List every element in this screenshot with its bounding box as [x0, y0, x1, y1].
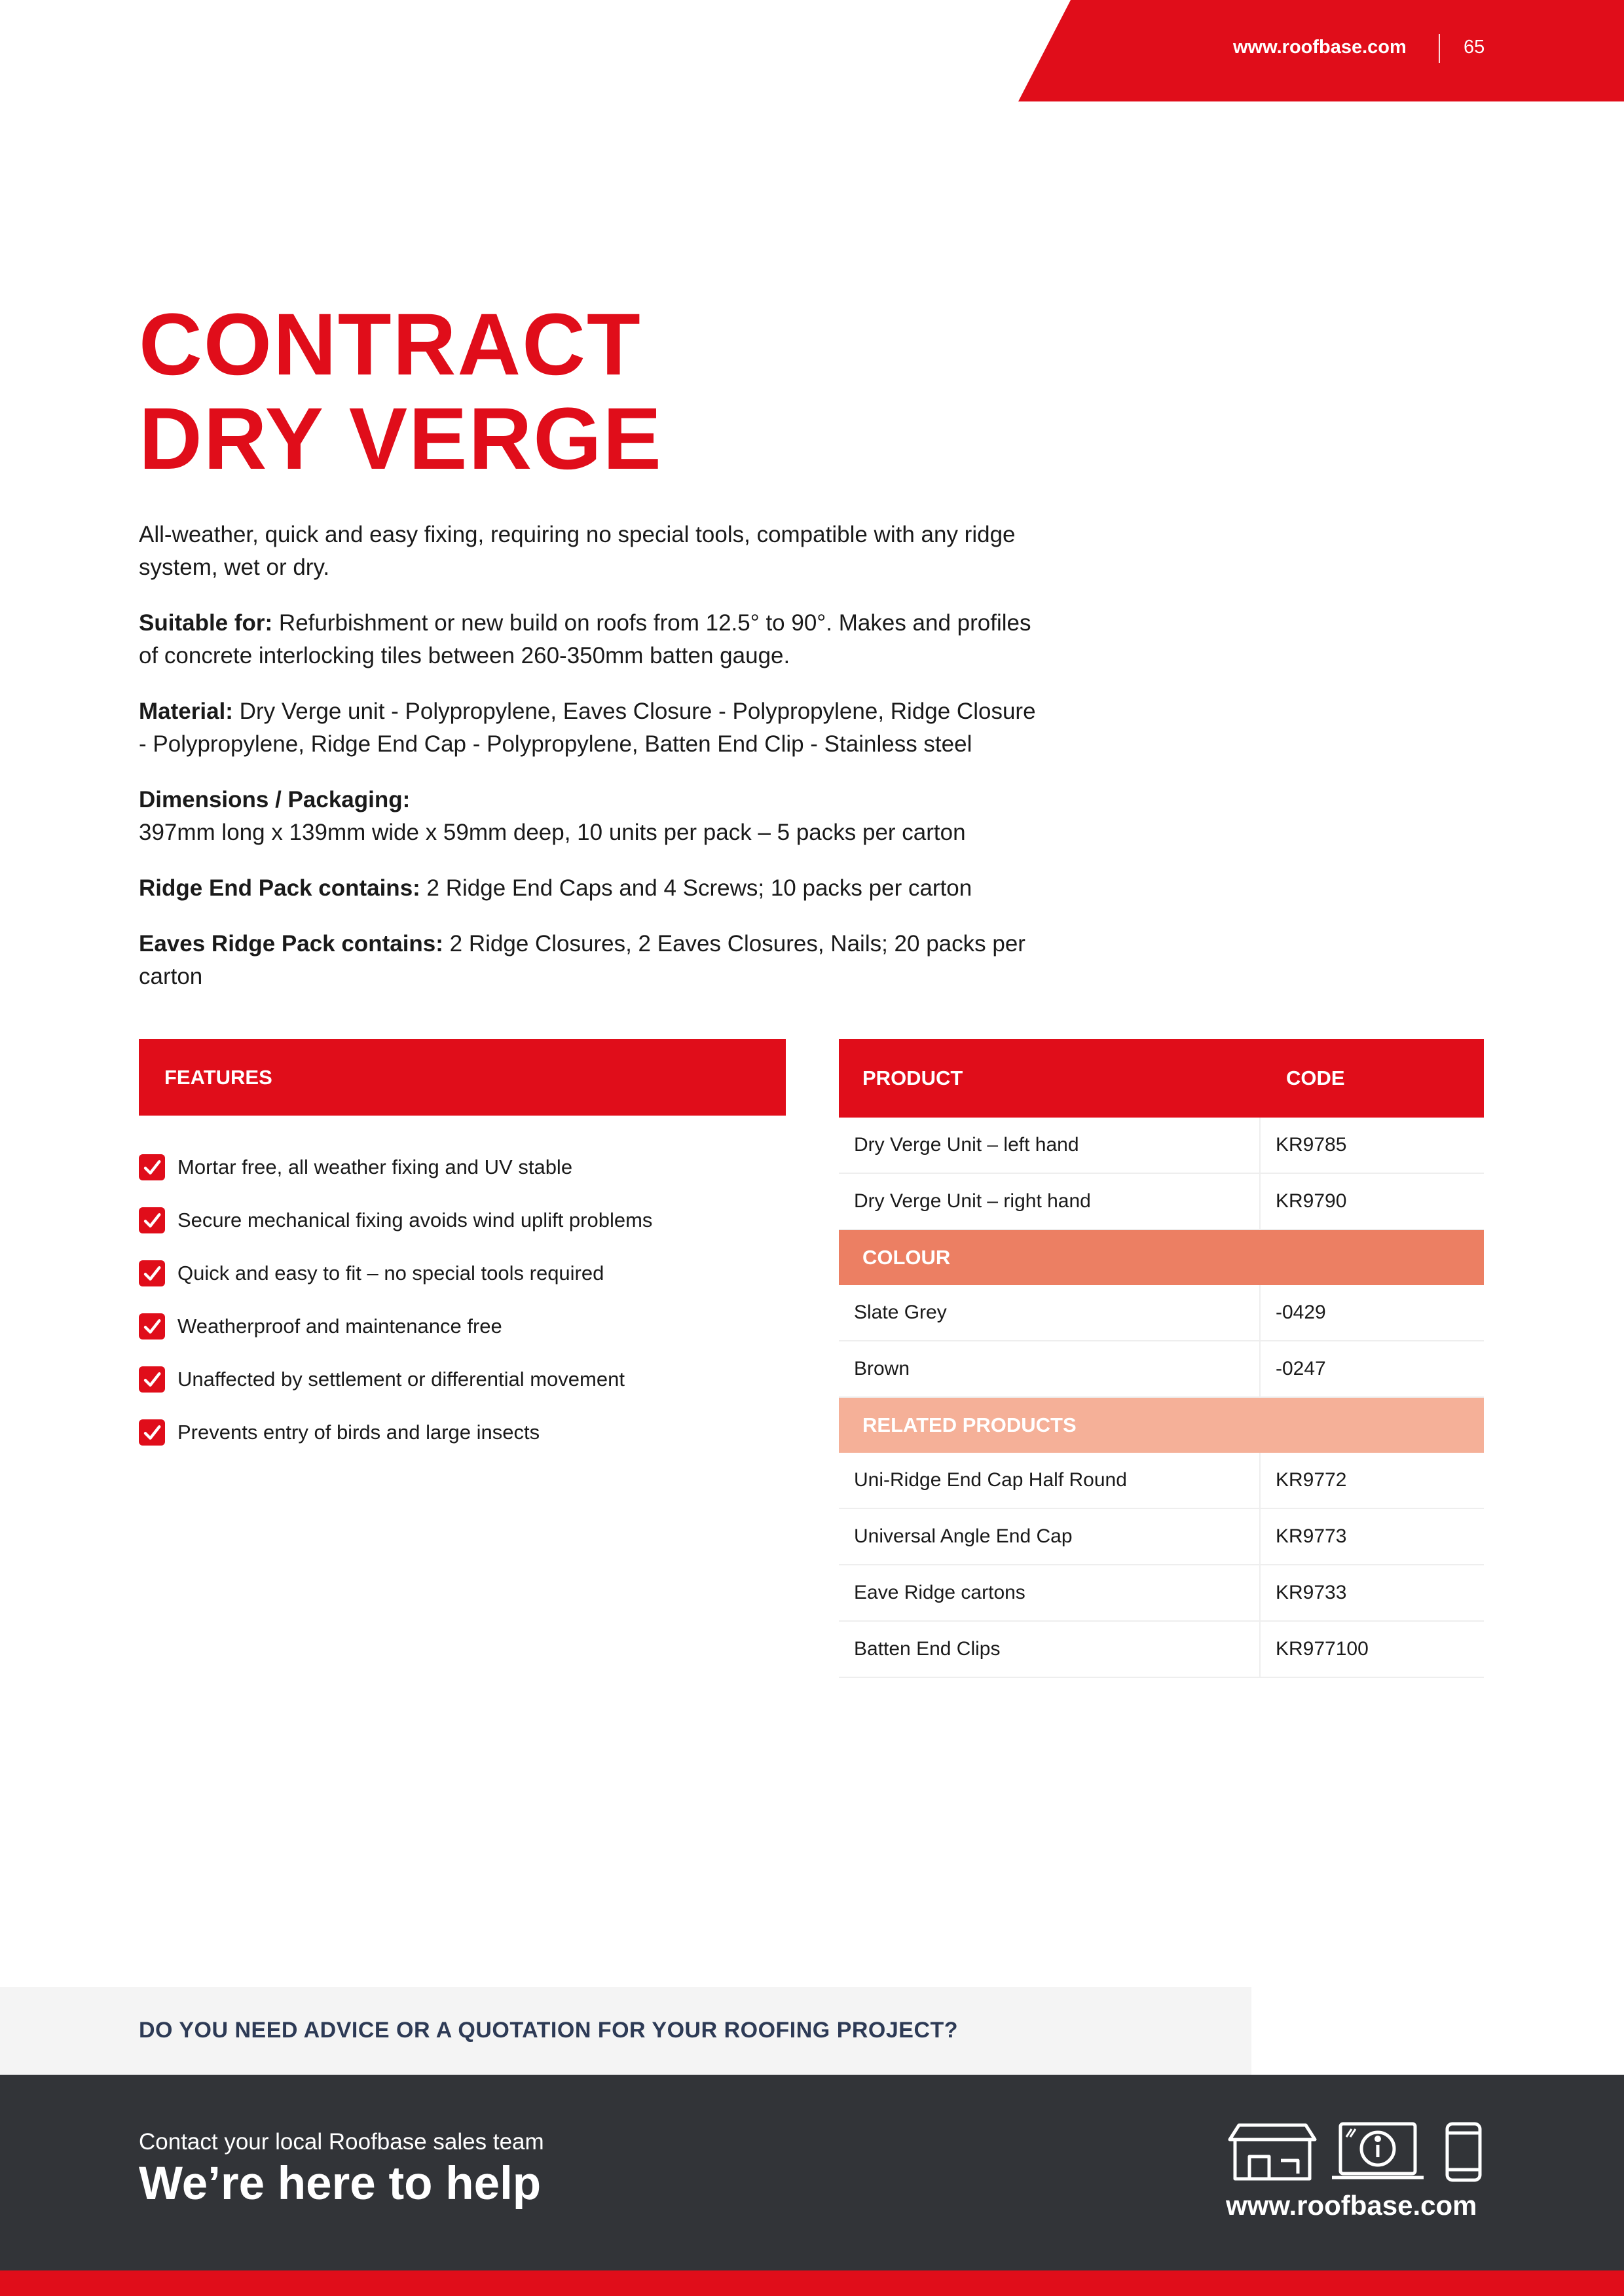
feature-text: Weatherproof and maintenance free [177, 1314, 502, 1338]
header-product: PRODUCT [839, 1039, 1260, 1118]
table-row [839, 1565, 1484, 1621]
related-code: KR977100 [1260, 1621, 1484, 1677]
footer-icons [1226, 2121, 1488, 2183]
suitable-for [139, 607, 1036, 672]
material-label: Material: [139, 699, 233, 724]
ridge-text: 2 Ridge End Caps and 4 Screws; 10 packs per carton [420, 875, 972, 901]
feature-item [139, 1353, 786, 1406]
title-line-2: DRY VERGE [139, 390, 663, 488]
colour-heading: COLOUR [839, 1230, 1484, 1285]
store-icon [1230, 2125, 1315, 2179]
product-code: KR9790 [1260, 1173, 1484, 1230]
related-heading: RELATED PRODUCTS [839, 1397, 1484, 1453]
table-row [839, 1341, 1484, 1397]
product-code: KR9785 [1260, 1118, 1484, 1173]
table-row [839, 1118, 1484, 1173]
suitable-text: Refurbishment or new build on roofs from 12.5° to 90°. Makes and profiles of concrete interlocking tiles between 260-350mm batten gauge. [139, 610, 1031, 668]
footer-tagline: We’re here to help [139, 2158, 542, 2210]
dimensions-label: Dimensions / Packaging: [139, 787, 411, 812]
ridge-end-pack [139, 872, 1036, 905]
header-divider [1439, 34, 1440, 63]
table-header [839, 1039, 1484, 1118]
colour-code: -0429 [1260, 1285, 1484, 1341]
table-row [839, 1508, 1484, 1565]
material-text: Dry Verge unit - Polypropylene, Eaves Closure - Polypropylene, Ridge Closure - Polypropylene, Ridge End Cap - Polypropylene, Batten End Clip - Stainless steel [139, 699, 1036, 757]
related-name: Eave Ridge cartons [839, 1565, 1260, 1621]
footer-contact: Contact your local Roofbase sales team [139, 2129, 544, 2155]
related-code: KR9772 [1260, 1453, 1484, 1508]
eaves-ridge-pack [139, 928, 1036, 993]
features-list [139, 1140, 786, 1459]
feature-item [139, 1194, 786, 1247]
related-name: Uni-Ridge End Cap Half Round [839, 1453, 1260, 1508]
feature-text: Prevents entry of birds and large insects [177, 1420, 540, 1444]
footer-url[interactable]: www.roofbase.com [1226, 2190, 1477, 2221]
product-name: Dry Verge Unit – right hand [839, 1173, 1260, 1230]
feature-text: Unaffected by settlement or differential movement [177, 1367, 625, 1391]
checkmark-icon [139, 1260, 165, 1286]
dimensions-text: 397mm long x 139mm wide x 59mm deep, 10 units per pack – 5 packs per carton [139, 820, 966, 845]
checkmark-icon [139, 1207, 165, 1233]
phone-icon [1447, 2124, 1480, 2180]
material [139, 695, 1036, 761]
feature-item [139, 1247, 786, 1300]
page-number: 65 [1464, 37, 1485, 58]
related-code: KR9733 [1260, 1565, 1484, 1621]
product-name: Dry Verge Unit – left hand [839, 1118, 1260, 1173]
dimensions [139, 784, 1036, 849]
related-name: Universal Angle End Cap [839, 1508, 1260, 1565]
header-code: CODE [1260, 1039, 1484, 1118]
product-description [139, 519, 1036, 1016]
suitable-label: Suitable for: [139, 610, 273, 636]
intro-text: All-weather, quick and easy fixing, requiring no special tools, compatible with any ridge system, wet or dry. [139, 522, 1016, 580]
feature-item [139, 1300, 786, 1353]
checkmark-icon [139, 1419, 165, 1446]
checkmark-icon [139, 1366, 165, 1393]
feature-item [139, 1140, 786, 1194]
feature-item [139, 1406, 786, 1459]
title-line-1: CONTRACT [139, 296, 642, 393]
feature-text: Mortar free, all weather fixing and UV stable [177, 1155, 573, 1178]
table-row [839, 1285, 1484, 1341]
footer-red-strip [0, 2270, 1624, 2296]
table-row [839, 1453, 1484, 1508]
eaves-text: 2 Ridge Closures, 2 Eaves Closures, Nails; 20 packs per carton [139, 931, 1025, 989]
laptop-info-icon [1332, 2124, 1424, 2178]
related-heading-row [839, 1397, 1484, 1453]
advice-question: DO YOU NEED ADVICE OR A QUOTATION FOR YOUR ROOFING PROJECT? [139, 2018, 959, 2043]
feature-text: Secure mechanical fixing avoids wind uplift problems [177, 1208, 653, 1231]
colour-name: Brown [839, 1341, 1260, 1397]
checkmark-icon [139, 1154, 165, 1180]
table-row [839, 1621, 1484, 1677]
checkmark-icon [139, 1313, 165, 1339]
features-heading: FEATURES [139, 1039, 786, 1116]
colour-code: -0247 [1260, 1341, 1484, 1397]
table-row [839, 1173, 1484, 1230]
feature-text: Quick and easy to fit – no special tools required [177, 1261, 604, 1285]
eaves-label: Eaves Ridge Pack contains: [139, 931, 443, 957]
ridge-label: Ridge End Pack contains: [139, 875, 420, 901]
colour-heading-row [839, 1230, 1484, 1285]
page-title [139, 298, 663, 486]
features-panel [139, 1039, 786, 1459]
product-code-table [839, 1039, 1484, 1678]
related-code: KR9773 [1260, 1508, 1484, 1565]
colour-name: Slate Grey [839, 1285, 1260, 1341]
related-name: Batten End Clips [839, 1621, 1260, 1677]
header-url[interactable]: www.roofbase.com [1233, 37, 1407, 58]
